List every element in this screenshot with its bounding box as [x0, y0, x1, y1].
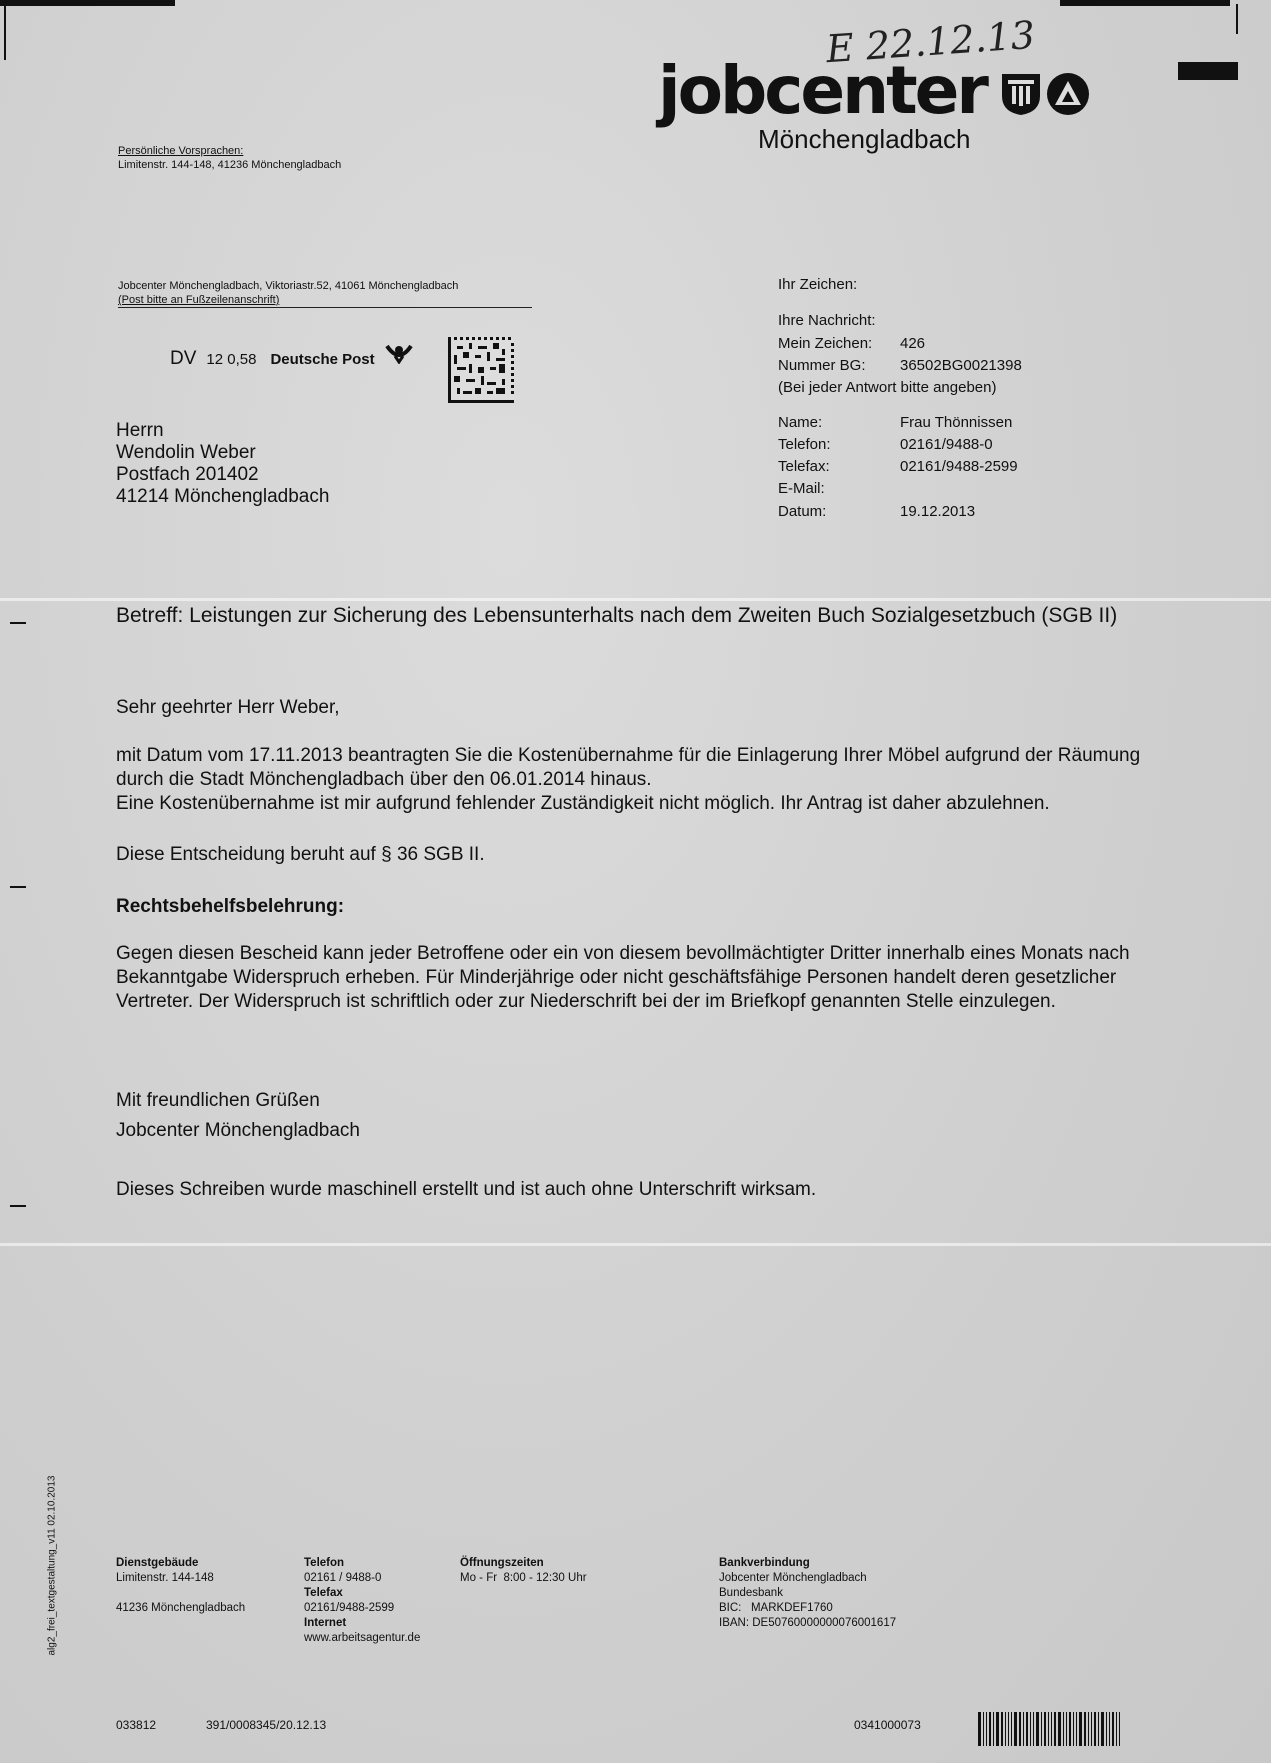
logo-word: jobcenter	[658, 52, 986, 129]
ref-hint: (Bei jeder Antwort bitte angeben)	[778, 379, 997, 396]
footer-dienstgebaeude: Dienstgebäude Limitenstr. 144-148 41236 Mönchengladbach	[116, 1557, 246, 1614]
paragraph-legal-basis: Diese Entscheidung beruht auf § 36 SGB II.	[116, 844, 485, 865]
recipient-line: Postfach 201402	[116, 464, 259, 485]
top-left-edge	[0, 0, 175, 6]
contact-datum: Datum: 19.12.2013	[778, 503, 976, 520]
fold-line-1	[0, 598, 1271, 601]
logo-city: Mönchengladbach	[758, 124, 971, 154]
sender-line-2: (Post bitte an Fußzeilenanschrift)	[118, 294, 280, 306]
right-edge-line	[1236, 4, 1238, 34]
left-edge-line	[4, 0, 6, 60]
contact-name: Name: Frau Thönnissen	[778, 414, 1013, 431]
visits-label: Persönliche Vorsprachen:	[118, 145, 244, 157]
bottom-code-right: 0341000073	[854, 1718, 921, 1732]
closing-sender: Jobcenter Mönchengladbach	[116, 1120, 361, 1141]
footer-oeffnungszeiten: Öffnungszeiten Mo - Fr 8:00 - 12:30 Uhr	[460, 1557, 587, 1584]
city-crest-icon	[1000, 72, 1042, 116]
top-right-edge	[1060, 0, 1230, 6]
recipient-line: 41214 Mönchengladbach	[116, 486, 330, 507]
postage-imprint	[170, 342, 413, 370]
postage-number: 12 0,58	[206, 351, 257, 368]
jobcenter-logo	[658, 52, 986, 154]
barcode-icon	[978, 1712, 1122, 1746]
ref-mein-zeichen: Mein Zeichen: 426	[778, 335, 926, 352]
paragraph-decision: Eine Kostenübernahme ist mir aufgrund fehlender Zuständigkeit nicht möglich. Ihr Antrag ist daher abzulehnen.	[116, 793, 1050, 814]
sender-line	[118, 279, 532, 308]
legal-heading: Rechtsbehelfsbelehrung:	[116, 896, 345, 917]
salutation: Sehr geehrter Herr Weber,	[116, 697, 340, 718]
datamatrix-code-icon	[448, 337, 514, 403]
recipient-line: Wendolin Weber	[116, 442, 256, 463]
personal-visits	[118, 144, 341, 172]
ref-ihre-nachricht: Ihre Nachricht:	[778, 312, 876, 329]
ref-ihr-zeichen: Ihr Zeichen:	[778, 276, 858, 293]
footer-bankverbindung: Bankverbindung Jobcenter Mönchengladbach Bundesbank BIC: MARKDEF1760 IBAN: DE50760000000076001617	[719, 1557, 897, 1629]
ref-nummer-bg: Nummer BG: 36502BG0021398	[778, 357, 1022, 374]
machine-notice: Dieses Schreiben wurde maschinell erstellt und ist auch ohne Unterschrift wirksam.	[116, 1179, 817, 1200]
side-form-code: alg2_frei_textgestaltung_v11 02.10.2013	[46, 1475, 58, 1656]
arbeitsagentur-a-icon	[1046, 72, 1090, 116]
contact-email: E-Mail:	[778, 480, 825, 497]
visits-address: Limitenstr. 144-148, 41236 Mönchengladbach	[118, 159, 342, 171]
paragraph-application: mit Datum vom 17.11.2013 beantragten Sie die Kostenübernahme für die Einlagerung Ihrer Möbel aufgrund der Räumung durch die Stadt Mönchengladbach über den 06.01.2014 hinaus.	[116, 745, 1141, 790]
postage-carrier: Deutsche Post	[270, 351, 375, 368]
fold-mark-1	[10, 622, 26, 624]
posthorn-icon	[385, 342, 413, 364]
handwritten-date-note: E 22.12.13	[824, 12, 1037, 72]
contact-telefon: Telefon: 02161/9488-0	[778, 436, 993, 453]
logo-emblems	[1000, 72, 1090, 116]
recipient-address	[116, 420, 329, 508]
sender-line-1: Jobcenter Mönchengladbach, Viktoriastr.52, 41061 Mönchengladbach	[118, 280, 459, 292]
footer-telefon: Telefon 02161 / 9488-0 Telefax 02161/9488-2599 Internet www.arbeitsagentur.de	[304, 1557, 421, 1644]
bottom-code-left: 033812	[116, 1718, 157, 1732]
fold-mark-3	[10, 1205, 26, 1207]
fold-line-2	[0, 1243, 1271, 1246]
fold-mark-2	[10, 886, 26, 888]
contact-telefax: Telefax: 02161/9488-2599	[778, 458, 1018, 475]
recipient-line: Herrn	[116, 420, 164, 441]
legal-text: Gegen diesen Bescheid kann jeder Betroffene oder ein von diesem bevollmächtigter Dritter innerhalb eines Monats nach Bekanntgabe Widerspruch erheben. Für Minderjährige oder nicht geschäftsfähige Personen handelt deren gesetzlicher Vertreter. Der Widerspruch ist schriftlich oder zur Niederschrift bei der im Briefkopf genannten Stelle einzulegen.	[116, 943, 1130, 1012]
right-black-block	[1178, 62, 1238, 80]
closing-greeting: Mit freundlichen Grüßen	[116, 1090, 320, 1111]
subject-line: Betreff: Leistungen zur Sicherung des Lebensunterhalts nach dem Zweiten Buch Sozialgesetzbuch (SGB II)	[116, 604, 1118, 627]
bottom-code-middle: 391/0008345/20.12.13	[206, 1718, 327, 1732]
postage-code: DV	[170, 348, 197, 369]
